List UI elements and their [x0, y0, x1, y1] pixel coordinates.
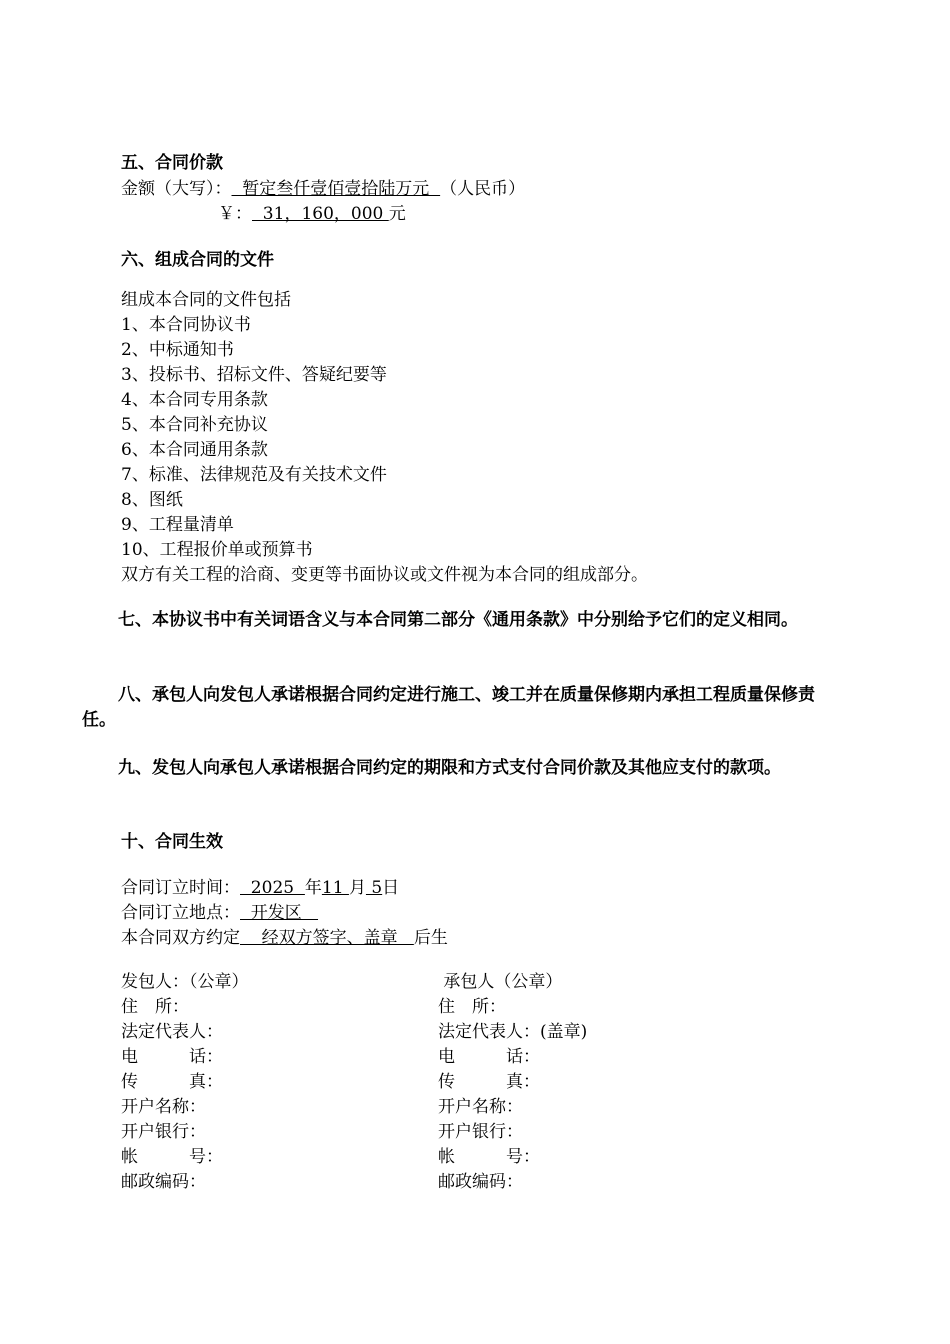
list-item: 3、投标书、招标文件、答疑纪要等 [121, 365, 387, 385]
contractor-field: 开户名称： [438, 1097, 523, 1117]
amount-words-line [121, 174, 525, 199]
list-item: 10、工程报价单或预算书 [121, 540, 313, 560]
employer-field: 邮政编码： [121, 1172, 206, 1192]
effect-label: 本合同双方约定 [121, 928, 240, 948]
sign-place-line [121, 898, 318, 923]
amount-number: 31，160，000 [252, 204, 389, 224]
section-6-heading: 六、组成合同的文件 [121, 250, 274, 270]
list-item: 9、工程量清单 [121, 515, 234, 535]
list-item: 组成本合同的文件包括 [121, 290, 291, 310]
contractor-field: 帐 号： [438, 1147, 540, 1167]
list-item: 5、本合同补充协议 [121, 415, 268, 435]
contractor-field: 承包人（公章） [438, 972, 563, 992]
list-item: 2、中标通知书 [121, 340, 234, 360]
employer-field: 发包人：（公章） [121, 972, 249, 992]
list-item: 7、标准、法律规范及有关技术文件 [121, 465, 387, 485]
date-label: 合同订立时间： [121, 878, 240, 898]
month-unit: 月 [348, 878, 366, 898]
employer-field: 电 话： [121, 1047, 223, 1067]
sign-month: 11 [321, 878, 349, 898]
yen-label: ￥： [218, 204, 252, 224]
list-item: 1、本合同协议书 [121, 315, 251, 335]
contractor-field: 住 所： [438, 997, 506, 1017]
effect-tail: 后生 [413, 928, 448, 948]
section-7-paragraph: 七、本协议书中有关词语含义与本合同第二部分《通用条款》中分别给予它们的定义相同。 [118, 610, 798, 630]
employer-field: 开户名称： [121, 1097, 206, 1117]
contractor-field: 邮政编码： [438, 1172, 523, 1192]
employer-field: 开户银行： [121, 1122, 206, 1142]
document-list [121, 288, 648, 588]
amount-number-line [218, 199, 406, 224]
currency-note: （人民币） [440, 179, 526, 199]
year-unit: 年 [304, 878, 322, 898]
section-5-heading: 五、合同价款 [121, 153, 223, 173]
list-item: 8、图纸 [121, 490, 183, 510]
section-10-heading: 十、合同生效 [121, 832, 223, 852]
place-label: 合同订立地点： [121, 903, 240, 923]
effective-line [121, 923, 448, 948]
yuan-unit: 元 [388, 204, 406, 224]
effect-condition: 经双方签字、盖章 [240, 928, 414, 948]
sign-year: 2025 [240, 878, 305, 898]
employer-field: 传 真： [121, 1072, 223, 1092]
contractor-field: 电 话： [438, 1047, 540, 1067]
list-item: 6、本合同通用条款 [121, 440, 268, 460]
employer-block [121, 970, 249, 1195]
employer-field: 法定代表人： [121, 1022, 223, 1042]
section-8-paragraph: 八、承包人向发包人承诺根据合同约定进行施工、竣工并在质量保修期内承担工程质量保修责任。 [82, 685, 815, 730]
contractor-field: 开户银行： [438, 1122, 523, 1142]
contractor-field: 法定代表人：(盖章) [438, 1022, 588, 1042]
contractor-field: 传 真： [438, 1072, 540, 1092]
contractor-block [438, 970, 587, 1195]
sign-place: 开发区 [240, 903, 319, 923]
day-unit: 日 [382, 878, 400, 898]
employer-field: 住 所： [121, 997, 189, 1017]
amount-label: 金额（大写）： [121, 179, 232, 199]
amount-words: 暂定叁仟壹佰壹拾陆万元 [231, 179, 441, 199]
sign-day: 5 [365, 878, 383, 898]
list-item: 双方有关工程的洽商、变更等书面协议或文件视为本合同的组成部分。 [121, 565, 648, 585]
employer-field: 帐 号： [121, 1147, 223, 1167]
list-item: 4、本合同专用条款 [121, 390, 268, 410]
section-9-paragraph: 九、发包人向承包人承诺根据合同约定的期限和方式支付合同价款及其他应支付的款项。 [118, 758, 781, 778]
sign-date-line [121, 873, 399, 898]
